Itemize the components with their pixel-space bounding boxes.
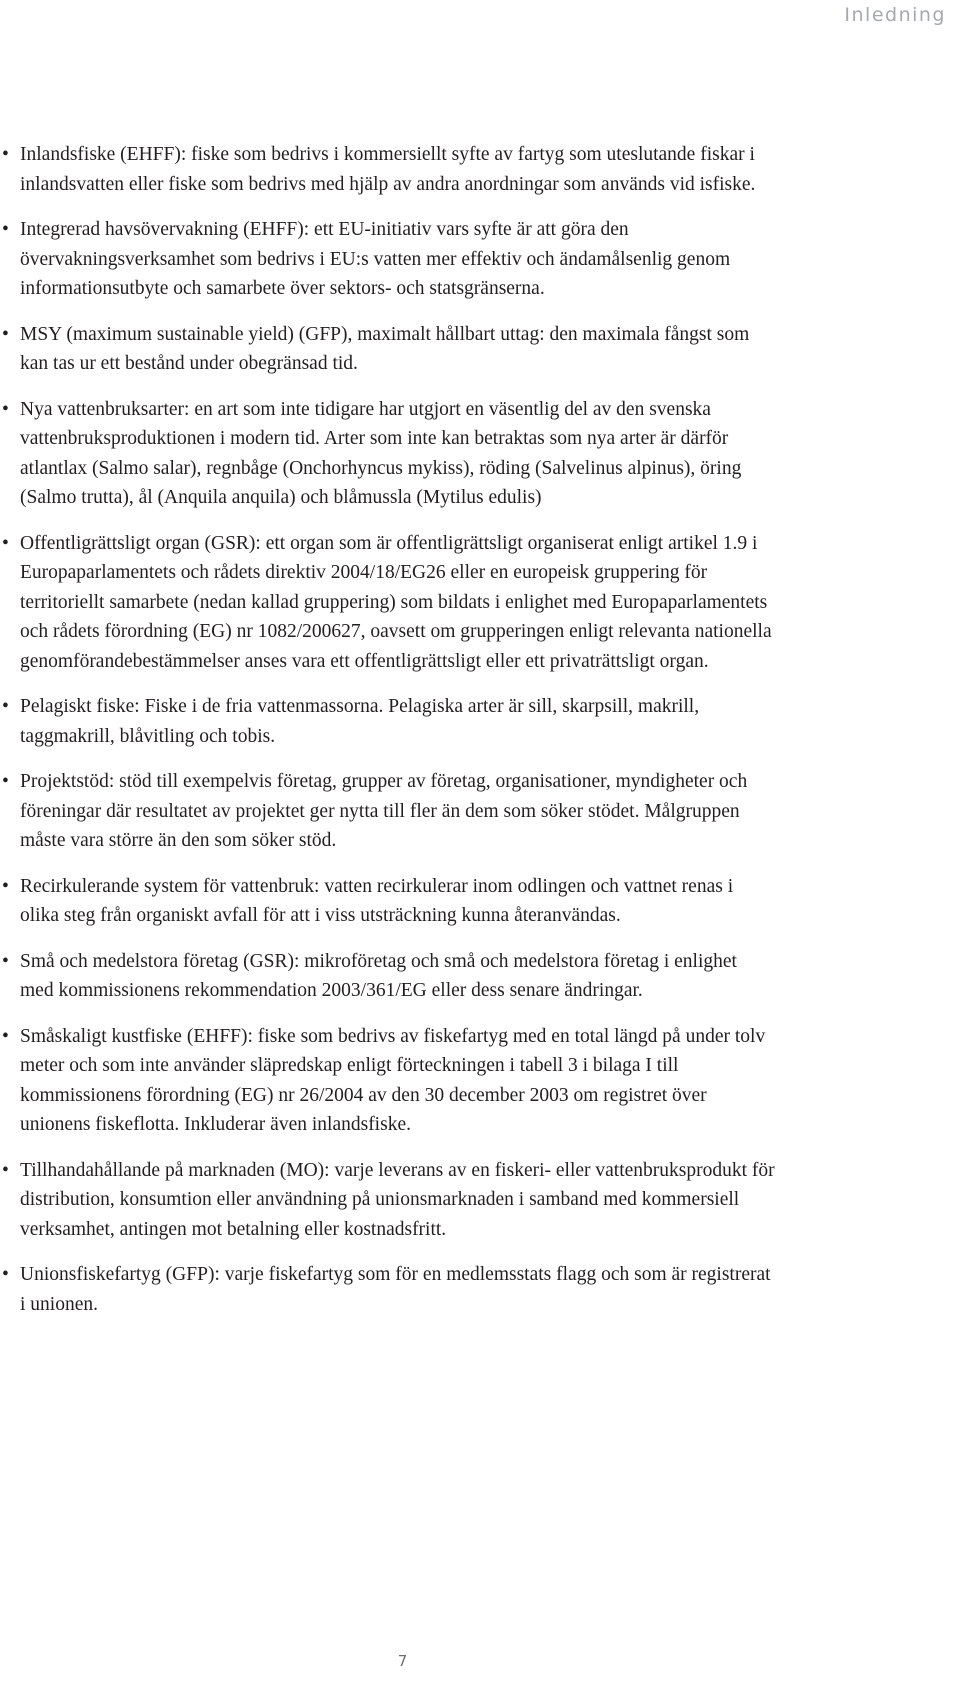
page-number: 7 xyxy=(397,1652,408,1670)
bullet: • xyxy=(2,875,9,897)
bullet: • xyxy=(2,950,9,972)
list-item-text: MSY (maximum sustainable yield) (GFP), maximalt hållbart uttag: den maximala fångst som kan tas ur ett bestånd under obegränsad tid. xyxy=(20,323,750,374)
running-header: Inledning xyxy=(844,4,946,26)
list-item xyxy=(0,320,775,379)
list-item xyxy=(0,692,775,751)
definition-list xyxy=(0,140,960,1335)
list-item xyxy=(0,1022,775,1140)
list-item-text: Unionsfiskefartyg (GFP): varje fiskefartyg som för en medlemsstats flagg och som är registrerat i unionen. xyxy=(20,1264,771,1315)
bullet: • xyxy=(2,771,9,792)
list-item-text: Inlandsfiske (EHFF): fiske som bedrivs i kommersiellt syfte av fartyg som uteslutande fiskar i inlandsvatten eller fiske som bedrivs med hjälp av andra anordningar som används vid isfiske. xyxy=(20,144,756,195)
list-item-text: Tillhandahållande på marknaden (MO): varje leverans av en fiskeri- eller vattenbruksprodukt för distribution, konsumtion eller användning på unionsmarknaden i samband med kommersiell verksamhet, antingen mot betalning eller kostnadsfritt. xyxy=(20,1159,775,1240)
list-item xyxy=(0,872,775,931)
bullet: • xyxy=(2,323,9,345)
list-item xyxy=(0,395,775,513)
bullet: • xyxy=(2,1159,9,1181)
list-item-text: Små och medelstora företag (GSR): mikroföretag och små och medelstora företag i enlighet med kommissionens rekommendation 2003/361/EG eller dess senare ändringar. xyxy=(20,950,737,1001)
list-item xyxy=(0,1156,775,1245)
bullet: • xyxy=(2,398,9,420)
list-item-text: Småskaligt kustfiske (EHFF): fiske som bedrivs av fiskefartyg med en total längd på under tolv meter och som inte använder släpredskap enligt förteckningen i tabell 3 i bilaga I till kommissionens förordning (EG) nr 26/2004 av den 30 december 2003 om registret över unionens fiskeflotta. Inkluderar även inlandsfiske. xyxy=(20,1025,766,1135)
list-item xyxy=(0,529,775,677)
list-item-text: Offentligrättsligt organ (GSR): ett organ som är offentligrättsligt organiserat enligt artikel 1.9 i Europaparlamentets och rådets direktiv 2004/18/EG26 eller en europeisk gruppering för territoriellt samarbete (nedan kallad gruppering) som bildats i enlighet med Europaparlamentets och rådets förordning (EG) nr 1082/200627, oavsett om grupperingen enligt relevanta nationella genomförandebestämmelser anses vara ett offentligrättsligt eller ett privaträttsligt organ. xyxy=(20,532,772,672)
list-item xyxy=(0,140,775,199)
list-item-text: Recirkulerande system för vattenbruk: vatten recirkulerar inom odlingen och vattnet renas i olika steg från organiskt avfall för att i viss utsträckning kunna återanvändas. xyxy=(20,875,734,926)
list-item xyxy=(0,215,775,304)
list-item-text: Projektstöd: stöd till exempelvis företag, grupper av företag, organisationer, myndigheter och föreningar där resultatet av projektet ger nytta till fler än dem som söker stödet. Målgruppen måste vara större än den som söker stöd. xyxy=(20,771,748,851)
list-item xyxy=(0,947,775,1006)
list-item-text: Integrerad havsövervakning (EHFF): ett EU-initiativ vars syfte är att göra den övervakningsverksamhet som bedrivs i EU:s vatten mer effektiv och ändamålsenlig genom informationsutbyte och samarbete över sektors- och statsgränserna. xyxy=(20,219,731,299)
list-item-text: Nya vattenbruksarter: en art som inte tidigare har utgjort en väsentlig del av den svenska vattenbruksproduktionen i modern tid. Arter som inte kan betraktas som nya arter är därför atlantlax (Salmo salar), regnbåge (Onchorhyncus mykiss), röding (Salvelinus alpinus), öring (Salmo trutta), ål (Anquila anquila) och blåmussla (Mytilus edulis) xyxy=(20,398,742,508)
bullet: • xyxy=(2,696,9,717)
bullet: • xyxy=(2,219,9,240)
list-item-text: Pelagiskt fiske: Fiske i de fria vattenmassorna. Pelagiska arter är sill, skarpsill, makrill, taggmakrill, blåvitling och tobis. xyxy=(20,696,700,747)
list-item xyxy=(0,1260,775,1319)
bullet: • xyxy=(2,532,9,554)
bullet: • xyxy=(2,144,9,165)
bullet: • xyxy=(2,1264,9,1285)
list-item xyxy=(0,767,775,856)
bullet: • xyxy=(2,1025,9,1047)
